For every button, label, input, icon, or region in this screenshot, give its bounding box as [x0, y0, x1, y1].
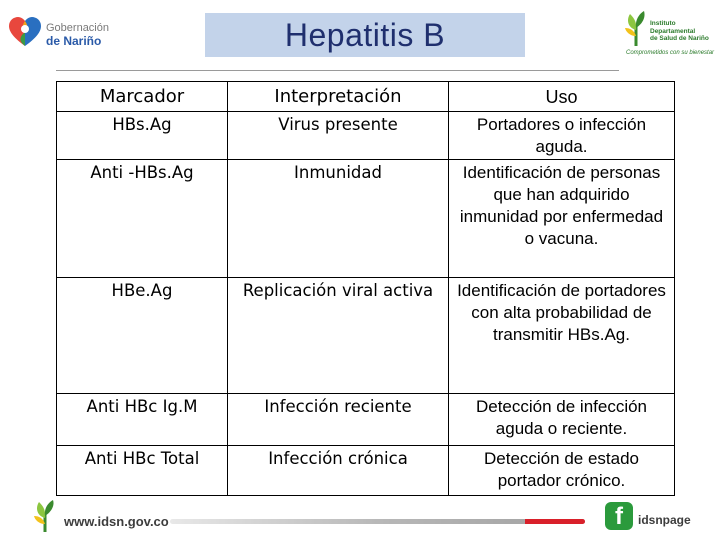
table-row	[57, 112, 675, 160]
facebook-icon[interactable]: f	[605, 502, 633, 530]
marker-cell: Anti HBc Ig.M	[57, 394, 228, 446]
interpretation-cell: Infección reciente	[228, 394, 449, 446]
use-cell: Portadores o infección aguda.	[449, 112, 675, 160]
marker-cell: Anti -HBs.Ag	[57, 160, 228, 278]
plant-logo-icon	[622, 8, 652, 48]
website-link[interactable]: www.idsn.gov.co	[64, 514, 169, 529]
gobernacion-line2: de Nariño	[46, 34, 102, 48]
interpretation-cell: Inmunidad	[228, 160, 449, 278]
table-header-row	[57, 82, 675, 112]
gobernacion-line1: Gobernación	[46, 22, 109, 34]
table-row	[57, 160, 675, 278]
use-cell: Identificación de personas que han adquirido inmunidad por enfermedad o vacuna.	[449, 160, 675, 278]
page-title: Hepatitis B	[284, 16, 446, 53]
title-banner	[205, 13, 525, 57]
header-uso: Uso	[449, 82, 675, 112]
table-row	[57, 394, 675, 446]
idsn-line2: Departamental	[650, 27, 696, 35]
header-marcador: Marcador	[57, 82, 228, 112]
header-divider	[56, 70, 619, 71]
header-interpretacion: Interpretación	[228, 82, 449, 112]
marker-cell: HBe.Ag	[57, 278, 228, 394]
footer-plant-icon	[30, 498, 60, 534]
marker-cell: Anti HBc Total	[57, 446, 228, 496]
facebook-handle[interactable]: idsnpage	[638, 513, 691, 527]
interpretation-cell: Infección crónica	[228, 446, 449, 496]
use-cell: Detección de estado portador crónico.	[449, 446, 675, 496]
footer-divider	[170, 519, 585, 524]
heart-logo-icon	[8, 16, 42, 48]
gobernacion-logo	[8, 14, 118, 54]
use-cell: Detección de infección aguda o reciente.	[449, 394, 675, 446]
idsn-logo	[622, 8, 718, 60]
interpretation-cell: Virus presente	[228, 112, 449, 160]
table-row	[57, 446, 675, 496]
idsn-line3: de Salud de Nariño	[650, 35, 709, 42]
use-cell: Identificación de portadores con alta probabilidad de transmitir HBs.Ag.	[449, 278, 675, 394]
interpretation-cell: Replicación viral activa	[228, 278, 449, 394]
hepatitis-markers-table	[56, 81, 675, 496]
idsn-tagline: Comprometidos con su bienestar	[626, 50, 715, 56]
idsn-line1: Instituto	[650, 20, 676, 27]
marker-cell: HBs.Ag	[57, 112, 228, 160]
table-row	[57, 278, 675, 394]
